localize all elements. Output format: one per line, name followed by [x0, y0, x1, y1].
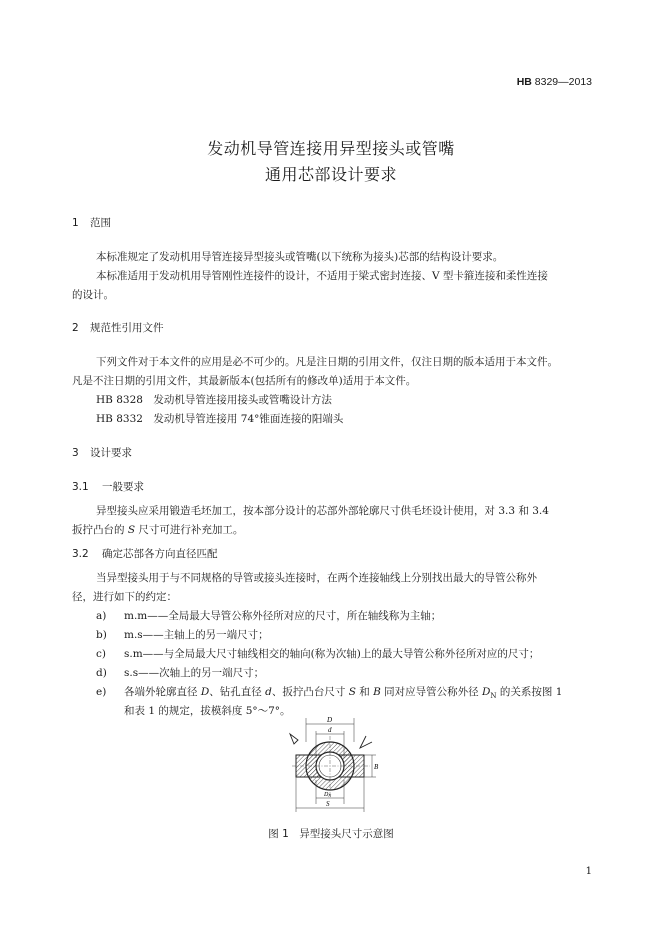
section-3-1-para-cont: 扳拧凸台的 S 尺寸可进行补充加工。 — [72, 524, 244, 536]
reference-hb8332: HB 8332 发动机导管连接用 74°锥面连接的阳端头 — [96, 413, 344, 425]
label-D: D — [327, 716, 333, 724]
label-S: S — [326, 800, 330, 808]
list-item-d: d) s.s——次轴上的另一端尺寸； — [96, 667, 265, 679]
page-number: 1 — [585, 866, 592, 877]
label-d: d — [328, 726, 332, 734]
list-item-a: a) m.m——全局最大导管公称外径所对应的尺寸，所在轴线称为主轴； — [96, 610, 442, 622]
section-1-para-2: 本标准适用于发动机用导管刚性连接件的设计，不适用于梁式密封连接、V 型卡箍连接和柔性连接 — [96, 270, 548, 282]
section-2-para-1: 下列文件对于本文件的应用是必不可少的。凡是注日期的引用文件，仅注日期的版本适用于本文件。 — [96, 356, 558, 368]
list-item-e-cont: 和表 1 的规定，拔模斜度 5°～7°。 — [124, 705, 291, 717]
figure-1-diagram — [286, 714, 386, 816]
section-3-1-para: 异型接头应采用锻造毛坯加工，按本部分设计的芯部外部轮廓尺寸供毛坯设计使用，对 3.3 和 3.4 — [96, 505, 549, 517]
label-B: B — [374, 763, 379, 771]
standard-number: HB 8329—2013 — [516, 76, 592, 88]
label-DN: DN — [324, 792, 332, 798]
section-2-heading: 2 规范性引用文件 — [72, 322, 164, 334]
list-item-b: b) m.s——主轴上的另一端尺寸； — [96, 629, 269, 641]
reference-hb8328: HB 8328 发动机导管连接用接头或管嘴设计方法 — [96, 394, 332, 406]
surface-mark-right — [360, 736, 372, 748]
doc-title-line1: 发动机导管连接用异型接头或管嘴 — [207, 139, 455, 158]
section-1-para-1: 本标准规定了发动机用导管连接异型接头或管嘴(以下统称为接头)芯部的结构设计要求。 — [96, 251, 504, 263]
list-item-e: e) 各端外轮廓直径 D、钻孔直径 d、扳拧凸台尺寸 S 和 B 同对应导管公称外径 $D_N$ 的关系按图 1 — [96, 686, 563, 701]
section-1-heading: 1 范围 — [72, 217, 111, 229]
surface-mark-left — [290, 734, 298, 744]
doc-title-line2: 通用芯部设计要求 — [264, 165, 397, 184]
section-1-para-2-cont: 的设计。 — [72, 289, 114, 301]
section-3-2-heading: 3.2 确定芯部各方向直径匹配 — [72, 548, 218, 560]
section-2-para-1-cont: 凡是不注日期的引用文件，其最新版本(包括所有的修改单)适用于本文件。 — [72, 375, 417, 387]
section-3-2-para-cont: 径，进行如下的约定： — [72, 591, 177, 603]
section-3-1-heading: 3.1 一般要求 — [72, 481, 144, 493]
list-item-c: c) s.m——与全局最大尺寸轴线相交的轴向(称为次轴)上的最大导管公称外径所对应的尺寸； — [96, 648, 540, 660]
section-3-heading: 3 设计要求 — [72, 447, 132, 459]
figure-1-caption: 图 1 异型接头尺寸示意图 — [268, 828, 394, 840]
section-3-2-para: 当异型接头用于与不同规格的导管或接头连接时，在两个连接轴线上分别找出最大的导管公称外 — [96, 572, 537, 584]
